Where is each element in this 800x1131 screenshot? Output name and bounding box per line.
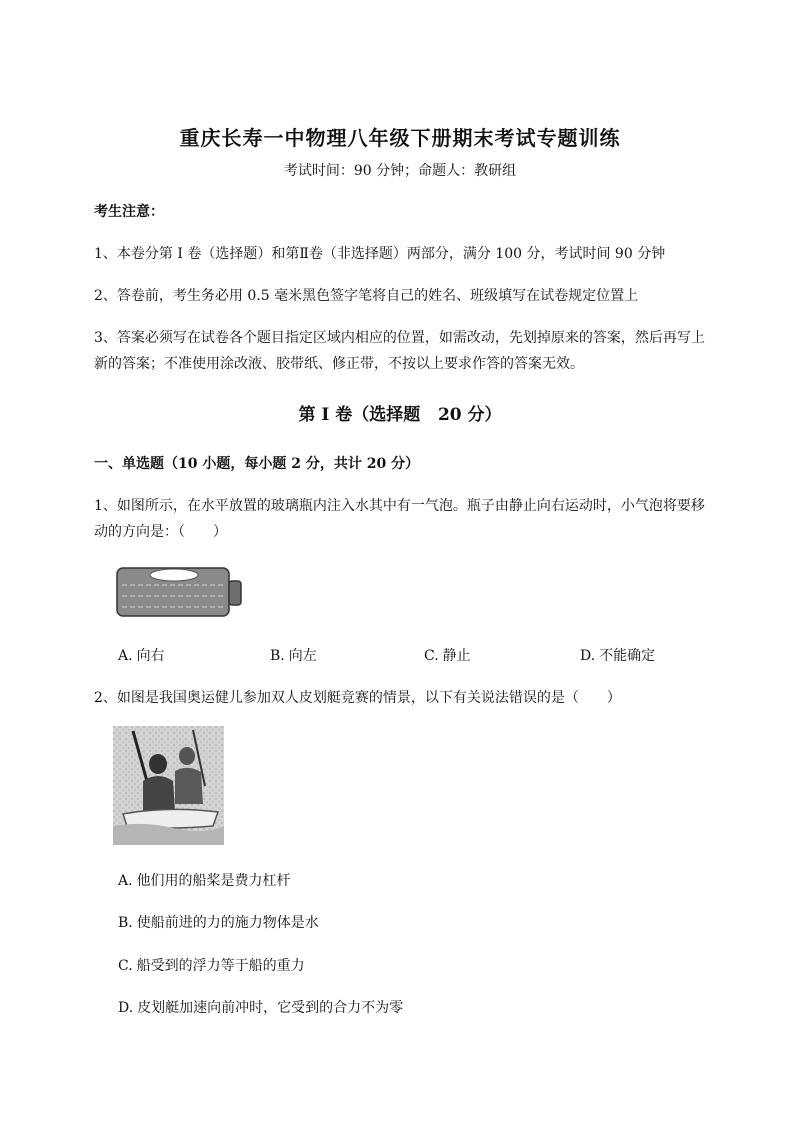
section-title: 第 I 卷（选择题 20 分） <box>298 405 502 425</box>
question-2-text: 2、如图是我国奥运健儿参加双人皮划艇竞赛的情景，以下有关说法错误的是（ ） <box>94 690 621 706</box>
q2-option-d <box>118 997 403 1017</box>
q2-option-c <box>118 955 305 975</box>
q1-option-b <box>270 645 317 665</box>
option-label: D. <box>118 1000 134 1016</box>
option-label: B. <box>270 648 285 664</box>
option-label: A. <box>118 648 133 664</box>
q1-option-c <box>424 645 471 665</box>
exam-info: 考试时间：90 分钟；命题人：教研组 <box>283 163 517 179</box>
q1-option-a <box>118 645 165 665</box>
option-text: 向左 <box>288 648 317 664</box>
kayak-photo <box>113 726 224 845</box>
bottle-bubble-figure <box>112 563 246 621</box>
option-label: C. <box>424 648 439 664</box>
option-label: A. <box>118 873 133 889</box>
option-text: 使船前进的力的施力物体是水 <box>136 915 319 931</box>
option-label: B. <box>118 915 133 931</box>
page-title: 重庆长寿一中物理八年级下册期末考试专题训练 <box>179 126 621 150</box>
option-text: 向右 <box>136 648 165 664</box>
question-1-text: 1、如图所示，在水平放置的玻璃瓶内注入水其中有一气泡。瓶子由静止向右运动时，小气泡将要移动的方向是：（ ） <box>94 498 705 540</box>
q1-option-d <box>580 645 655 665</box>
option-label: D. <box>580 648 596 664</box>
option-text: 不能确定 <box>599 648 656 664</box>
notice-item-2: 2、答卷前，考生务必用 0.5 毫米黑色签字笔将自己的姓名、班级填写在试卷规定位置上 <box>94 288 639 304</box>
q2-option-a <box>118 870 291 890</box>
notice-heading: 考生注意： <box>94 204 164 220</box>
option-text: 皮划艇加速向前冲时，它受到的合力不为零 <box>137 1000 404 1016</box>
part-heading: 一、单选题（10 小题，每小题 2 分，共计 20 分） <box>94 456 420 472</box>
option-text: 静止 <box>442 648 471 664</box>
q2-option-b <box>118 912 319 932</box>
option-label: C. <box>118 958 133 974</box>
option-text: 船受到的浮力等于船的重力 <box>136 958 305 974</box>
notice-item-1: 1、本卷分第 I 卷（选择题）和第Ⅱ卷（非选择题）两部分，满分 100 分，考试时间 90 分钟 <box>94 246 666 262</box>
notice-item-3: 3、答案必须写在试卷各个题目指定区域内相应的位置，如需改动，先划掉原来的答案，然后再写上新的答案；不准使用涂改液、胶带纸、修正带，不按以上要求作答的答案无效。 <box>94 330 705 372</box>
option-text: 他们用的船桨是费力杠杆 <box>136 873 291 889</box>
